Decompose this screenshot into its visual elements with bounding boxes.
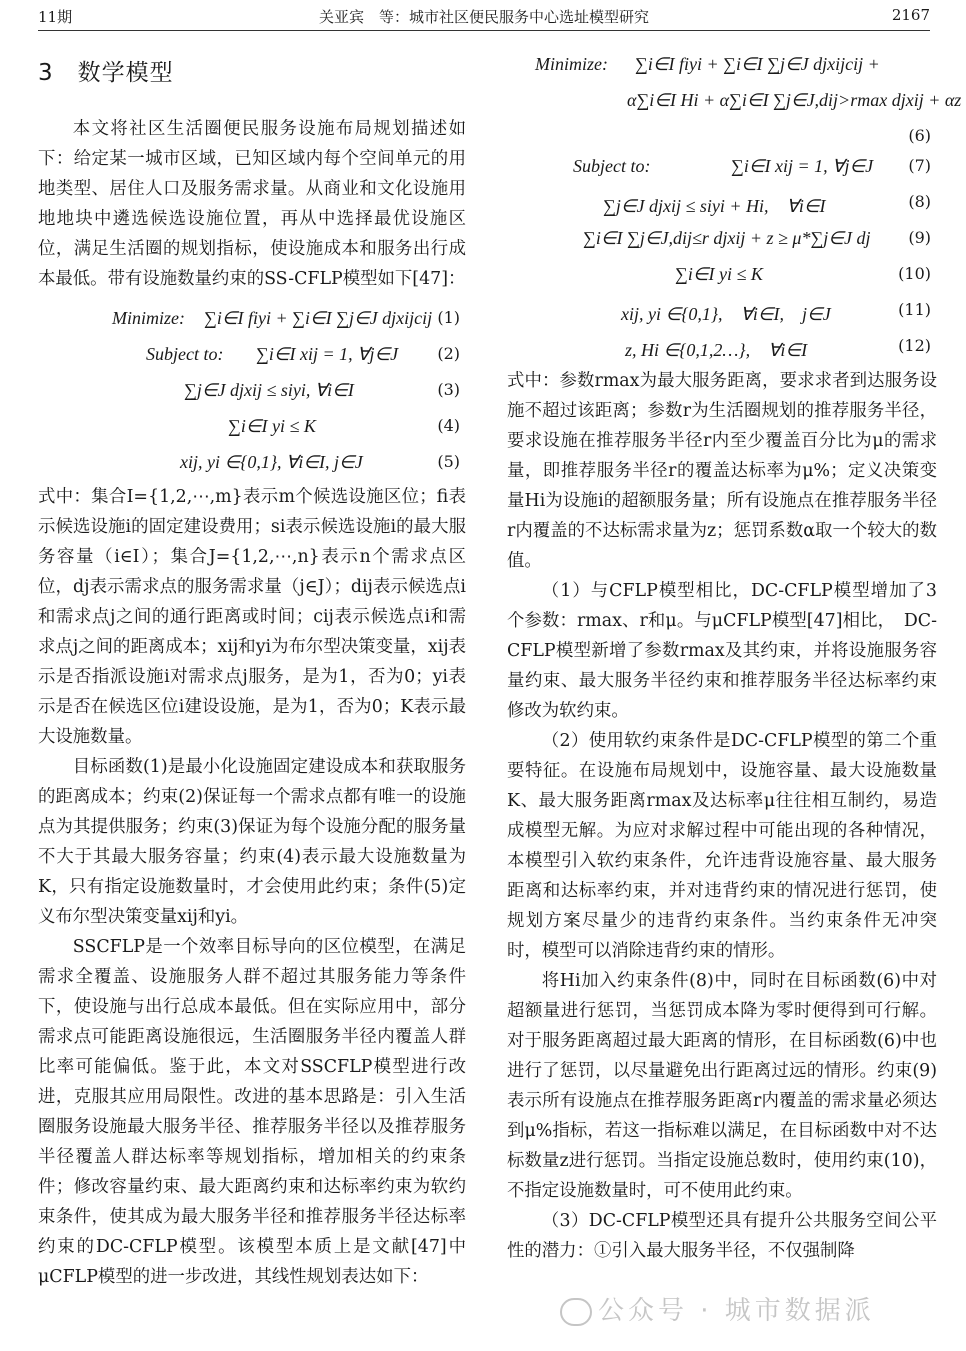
objective-explanation: 目标函数(1)是最小化设施固定建设成本和获取服务的距离成本；约束(2)保证每一个需求点都有唯一的设施点为其提供服务；约束(3)保证为每个设施分配的服务量不大于其最大服务容量；约束(4)表示最大设施数量为K，只有指定设施数量时，才会使用此约束；条件(5)定义布尔型决策变量xij和yi。 <box>38 757 466 927</box>
eq-expr: xij, yi ∈{0,1}, ∀i∈I, j∈J <box>180 452 363 472</box>
eq-expr: ∑i∈I xij = 1, ∀j∈J <box>731 156 874 176</box>
eq-label: Minimize: <box>535 54 608 74</box>
equation-6b <box>507 84 962 120</box>
equation-2 <box>146 338 466 374</box>
eq-number: (6) <box>908 126 931 145</box>
equation-3 <box>38 374 466 410</box>
equation-6-number <box>507 120 937 150</box>
parameter-definitions: 式中：参数rmax为最大服务距离，要求求者到达服务设施不超过该距离；参数r为生活圈规划的推荐服务半径，要求设施在推荐服务半径r内至少覆盖百分比为μ的需求量，即推荐服务半径r的覆盖达标率为μ%；定义决策变量Hi为设施i的超额服务量；所有设施点在推荐服务半径r内覆盖的不达标需求量为z；惩罚系数α取一个较大的数值。 <box>507 371 937 571</box>
eq-number: (1) <box>437 308 460 327</box>
eq-label: Subject to: <box>146 344 224 364</box>
eq-number: (5) <box>437 452 460 471</box>
eq-number: (2) <box>437 344 460 363</box>
header-rule <box>38 30 930 31</box>
right-column <box>507 48 962 1266</box>
eq-expr: ∑i∈I fiyi + ∑i∈I ∑j∈J djxijcij + <box>635 54 880 74</box>
sscflp-paragraph: SSCFLP是一个效率目标导向的区位模型，在满足需求全覆盖、设施服务人群不超过其服务能力等条件下，使设施与出行总成本最低。但在实际应用中，部分需求点可能距离设施很远，生活圈服务半径内覆盖人群比率可能偏低。鉴于此，本文对SSCFLP模型进行改进，克服其应用局限性。改进的基本思路是：引入生活圈服务设施最大服务半径、推荐服务半径以及推荐服务半径覆盖人群达标率等规划指标，增加相关的约束条件；修改容量约束、最大距离约束和达标率约束为软约束条件，使其成为最大服务半径和推荐服务半径达标率约束的DC-CFLP模型。该模型本质上是文献[47]中μCFLP模型的进一步改进，其线性规划表达如下： <box>38 937 466 1287</box>
eq-number: (3) <box>437 380 460 399</box>
running-header <box>38 6 930 28</box>
eq-expr: ∑j∈J djxij ≤ siyi + Hi, ∀i∈I <box>603 196 826 216</box>
equation-10 <box>507 258 937 294</box>
eq-number: (8) <box>908 192 931 211</box>
eq-expr: xij, yi ∈{0,1}, ∀i∈I, j∈J <box>621 304 831 324</box>
eq-label: Minimize: <box>112 308 185 328</box>
equation-11 <box>507 294 937 330</box>
feature-2-paragraph: （2）使用软约束条件是DC-CFLP模型的第二个重要特征。在设施布局规划中，设施容量、最大设施数量K、最大服务距离rmax及达标率μ往往相互制约，易造成模型无解。为应对求解过程中可能出现的各种情况，本模型引入软约束条件，允许违背设施容量、最大服务距离和达标率约束，并对违背约束的情况进行惩罚，使规划方案尽量少的违背约束条件。当约束条件无冲突时，模型可以消除违背约束的情形。 <box>507 731 937 961</box>
equation-6a <box>507 48 937 84</box>
eq-number: (4) <box>437 416 460 435</box>
left-column <box>38 114 466 1292</box>
eq-expr: ∑i∈I yi ≤ K <box>675 264 763 284</box>
page-number: 2167 <box>891 6 930 24</box>
equation-1 <box>112 302 466 338</box>
eq-expr: ∑j∈J djxij ≤ siyi, ∀i∈I <box>184 380 354 400</box>
watermark <box>560 1290 940 1330</box>
equation-7 <box>507 150 937 186</box>
intro-paragraph: 本文将社区生活圈便民服务设施布局规划描述如下：给定某一城市区域，已知区域内每个空间单元的用地类型、居住人口及服务需求量。从商业和文化设施用地地块中遴选候选设施位置，再从中选择最优设施区位，满足生活圈的规划指标，使设施成本和服务出行成本最低。带有设施数量约束的SS-CFLP模型如下[47]： <box>38 119 466 289</box>
penalty-paragraph: 将Hi加入约束条件(8)中，同时在目标函数(6)中对超额量进行惩罚，当惩罚成本降为零时便得到可行解。对于服务距离超过最大距离的情形，在目标函数(6)中也进行了惩罚，以尽量避免出行距离过远的情形。约束(9)表示所有设施点在推荐服务距离r内覆盖的需求量必须达到μ%指标，若这一指标难以满足，在目标函数中对不达标数量z进行惩罚。当指定设施总数时，使用约束(10)，不指定设施数量时，可不使用此约束。 <box>507 971 937 1201</box>
equation-5 <box>38 446 466 482</box>
eq-expr: ∑i∈I xij = 1, ∀j∈J <box>256 344 399 364</box>
running-title: 关亚宾 等：城市社区便民服务中心选址模型研究 <box>318 8 649 26</box>
eq-expr: ∑i∈I yi ≤ K <box>228 416 316 436</box>
eq-expr: z, Hi ∈{0,1,2…}, ∀i∈I <box>625 340 808 360</box>
eq-expr: α∑i∈I Hi + α∑i∈I ∑j∈J,dij>rmax djxij + αz <box>627 90 962 110</box>
eq-number: (9) <box>908 228 931 247</box>
equation-9 <box>507 222 937 258</box>
wechat-icon <box>560 1298 592 1326</box>
equation-8 <box>507 186 937 222</box>
eq-expr: ∑i∈I ∑j∈J,dij≤r djxij + z ≥ μ*∑j∈J dj <box>583 228 871 248</box>
feature-3-paragraph: （3）DC-CFLP模型还具有提升公共服务空间公平性的潜力：①引入最大服务半径，不仅强制降 <box>507 1211 937 1261</box>
issue-number: 11期 <box>38 8 73 26</box>
equation-12 <box>507 330 937 366</box>
eq-number: (12) <box>898 336 931 355</box>
eq-label: Subject to: <box>573 156 651 176</box>
eq-number: (7) <box>908 156 931 175</box>
eq-number: (11) <box>898 300 931 319</box>
section-title: 3 数学模型 <box>38 60 174 86</box>
equation-4 <box>38 410 466 446</box>
eq-expr: ∑i∈I fiyi + ∑i∈I ∑j∈J djxijcij <box>204 308 433 328</box>
feature-1-paragraph: （1）与CFLP模型相比，DC-CFLP模型增加了3个参数：rmax、r和μ。与μCFLP模型[47]相比， DC-CFLP模型新增了参数rmax及其约束，并将设施服务容量约束、最大服务半径约束和推荐服务半径达标率约束修改为软约束。 <box>507 581 937 721</box>
variable-definitions: 式中：集合I={1,2,⋯,m}表示m个候选设施区位；fi表示候选设施i的固定建设费用；si表示候选设施i的最大服务容量（i∈I）；集合J={1,2,⋯,n}表示n个需求点区位，dj表示需求点的服务需求量（j∈J）；dij表示候选点i和需求点j之间的通行距离或时间；cij表示候选点i和需求点j之间的距离成本；xij和yi为布尔型决策变量，xij表示是否指派设施i对需求点j服务，是为1，否为0；yi表示是否在候选区位i建设设施，是为1，否为0；K表示最大设施数量。 <box>38 487 466 747</box>
eq-number: (10) <box>898 264 931 283</box>
watermark-text: 公众号 · 城市数据派 <box>598 1296 875 1326</box>
